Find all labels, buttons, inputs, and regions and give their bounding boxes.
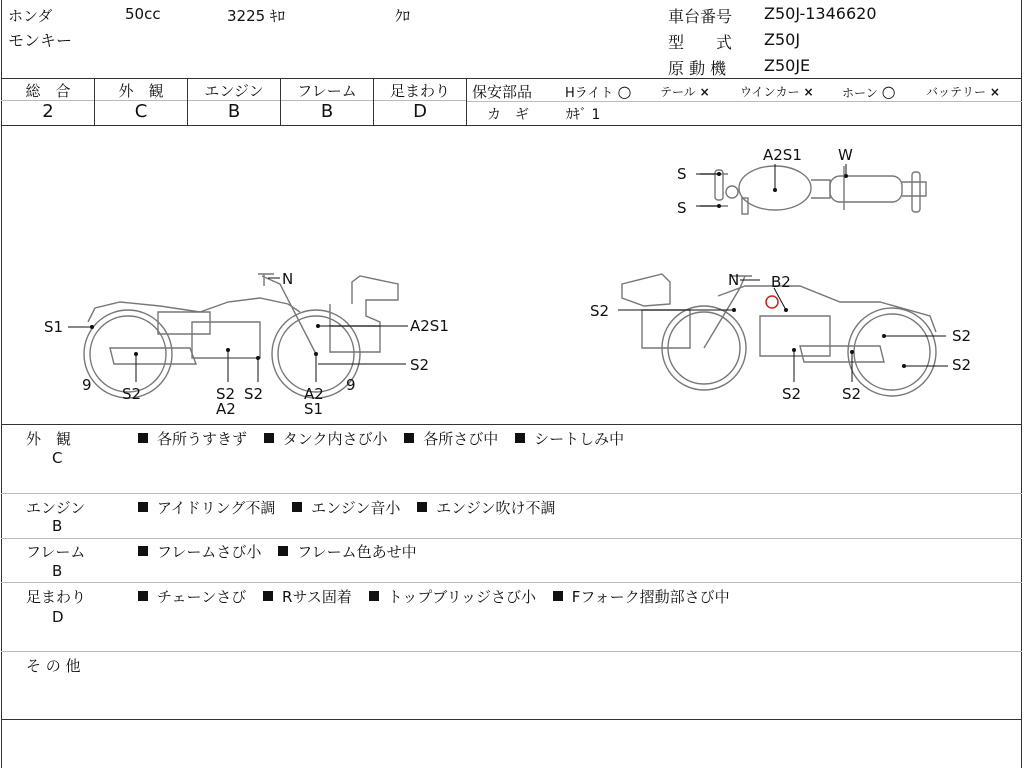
rule-note-4	[1, 651, 1022, 652]
note-frame-title: フレーム	[26, 543, 86, 561]
grade-header-suspension: 足まわり	[389, 82, 450, 100]
note-other-title: そ の 他	[26, 657, 81, 675]
bullet-square-icon	[138, 433, 148, 443]
bullet-square-icon	[138, 546, 148, 556]
diagram-label: A2	[216, 400, 236, 418]
frame-number: Z50J-1346620	[764, 4, 877, 23]
safety-horn: ホーン ○	[842, 82, 896, 101]
mark-circle-icon: ○	[881, 82, 896, 101]
diagram-label: S2	[952, 327, 972, 345]
grade-appearance: C	[134, 101, 148, 122]
rule-top	[1, 78, 1022, 79]
note-engine-title: エンジン	[26, 499, 86, 517]
diagram-label: S2	[590, 302, 610, 320]
rule-diagram-bottom	[1, 424, 1022, 425]
bullet-square-icon	[417, 502, 427, 512]
damage-diagram	[0, 126, 1022, 424]
mark-cross-icon: ×	[803, 85, 814, 99]
type-value: Z50J	[764, 30, 801, 49]
diagram-label: S2	[952, 356, 972, 374]
bullet-square-icon	[264, 433, 274, 443]
note-frame-items: フレームさび小 フレーム色あせ中	[138, 541, 429, 562]
grade-divider-5	[466, 78, 467, 125]
diagram-label: A2S1	[763, 146, 802, 164]
note-suspension-title: 足まわり	[26, 588, 87, 606]
leader-lines	[68, 164, 948, 382]
bike-top-view	[700, 166, 926, 214]
note-suspension-grade: D	[52, 608, 64, 626]
maker: ホンダ	[8, 7, 53, 25]
grade-frame: B	[320, 101, 334, 122]
note-engine-grade: B	[52, 517, 63, 535]
key-value: ｶｷﾞ 1	[566, 107, 601, 123]
diagram-label: S	[677, 165, 687, 183]
diagram-label: N	[728, 271, 740, 289]
color: ｸﾛ	[395, 7, 411, 25]
type-label: 型 式	[668, 33, 733, 52]
safety-headlight: Hライト ○	[565, 82, 632, 101]
diagram-label: W	[838, 146, 853, 164]
mark-cross-icon: ×	[989, 85, 1000, 99]
bullet-square-icon	[278, 546, 288, 556]
grade-suspension: D	[413, 101, 427, 122]
note-engine-items: アイドリング不調 エンジン音小 エンジン吹け不調	[138, 497, 567, 518]
bullet-square-icon	[515, 433, 525, 443]
bullet-square-icon	[292, 502, 302, 512]
diagram-label: S2	[842, 385, 862, 403]
diagram-label: S2	[122, 385, 142, 403]
safety-label: 保安部品	[472, 83, 533, 101]
grade-header-frame: フレーム	[297, 82, 357, 100]
diagram-label: 9	[346, 376, 356, 394]
note-appearance-grade: C	[52, 449, 63, 467]
marked-spot-icon	[766, 296, 778, 308]
grade-header-engine: エンジン	[204, 82, 264, 100]
rule-note-2	[1, 538, 1022, 539]
frame-number-label: 車台番号	[668, 7, 733, 26]
safety-winker: ウインカー ×	[740, 85, 814, 99]
diagram-label: S1	[304, 400, 324, 418]
grade-overall: 2	[42, 101, 54, 122]
rule-note-1	[1, 493, 1022, 494]
diagram-label: A2	[304, 385, 324, 403]
note-appearance-items: 各所うすきず タンク内さび小 各所さび中 シートしみ中	[138, 428, 636, 449]
rule-safety	[467, 101, 1022, 102]
bullet-square-icon	[263, 591, 273, 601]
diagram-label: B2	[771, 273, 791, 291]
engine-value: Z50JE	[764, 56, 811, 75]
bullet-square-icon	[138, 591, 148, 601]
displacement: 50cc	[125, 5, 161, 23]
mark-cross-icon: ×	[699, 85, 710, 99]
note-frame-grade: B	[52, 562, 63, 580]
engine-label: 原 動 機	[668, 59, 727, 78]
mark-circle-icon: ○	[617, 82, 632, 101]
rule-note-3	[1, 582, 1022, 583]
diagram-label: S1	[44, 318, 64, 336]
bullet-square-icon	[553, 591, 563, 601]
safety-battery: バッテリー ×	[926, 85, 1000, 99]
mileage: 3225 ｷﾛ	[227, 7, 285, 25]
diagram-label: N	[282, 270, 294, 288]
diagram-label: A2S1	[410, 317, 449, 335]
diagram-label: 9	[82, 376, 92, 394]
diagram-label: S2	[782, 385, 802, 403]
bullet-square-icon	[369, 591, 379, 601]
diagram-label: S	[677, 199, 687, 217]
diagram-label: S2	[410, 356, 430, 374]
bike-right-view	[622, 274, 936, 396]
bullet-square-icon	[138, 502, 148, 512]
safety-tail: テール ×	[660, 85, 710, 99]
bullet-square-icon	[404, 433, 414, 443]
grade-header-appearance: 外 観	[118, 82, 164, 100]
diagram-label: S2	[216, 385, 236, 403]
key-label: カ ギ	[487, 107, 529, 123]
diagram-label: S2	[244, 385, 264, 403]
note-appearance-title: 外 観	[26, 430, 72, 448]
grade-header-overall: 総 合	[25, 82, 71, 100]
model-name: モンキー	[8, 31, 73, 50]
rule-note-5	[1, 719, 1022, 720]
note-suspension-items: チェーンさび Rサス固着 トップブリッジさび小 Fフォーク摺動部さび中	[138, 586, 742, 607]
grade-engine: B	[227, 101, 241, 122]
